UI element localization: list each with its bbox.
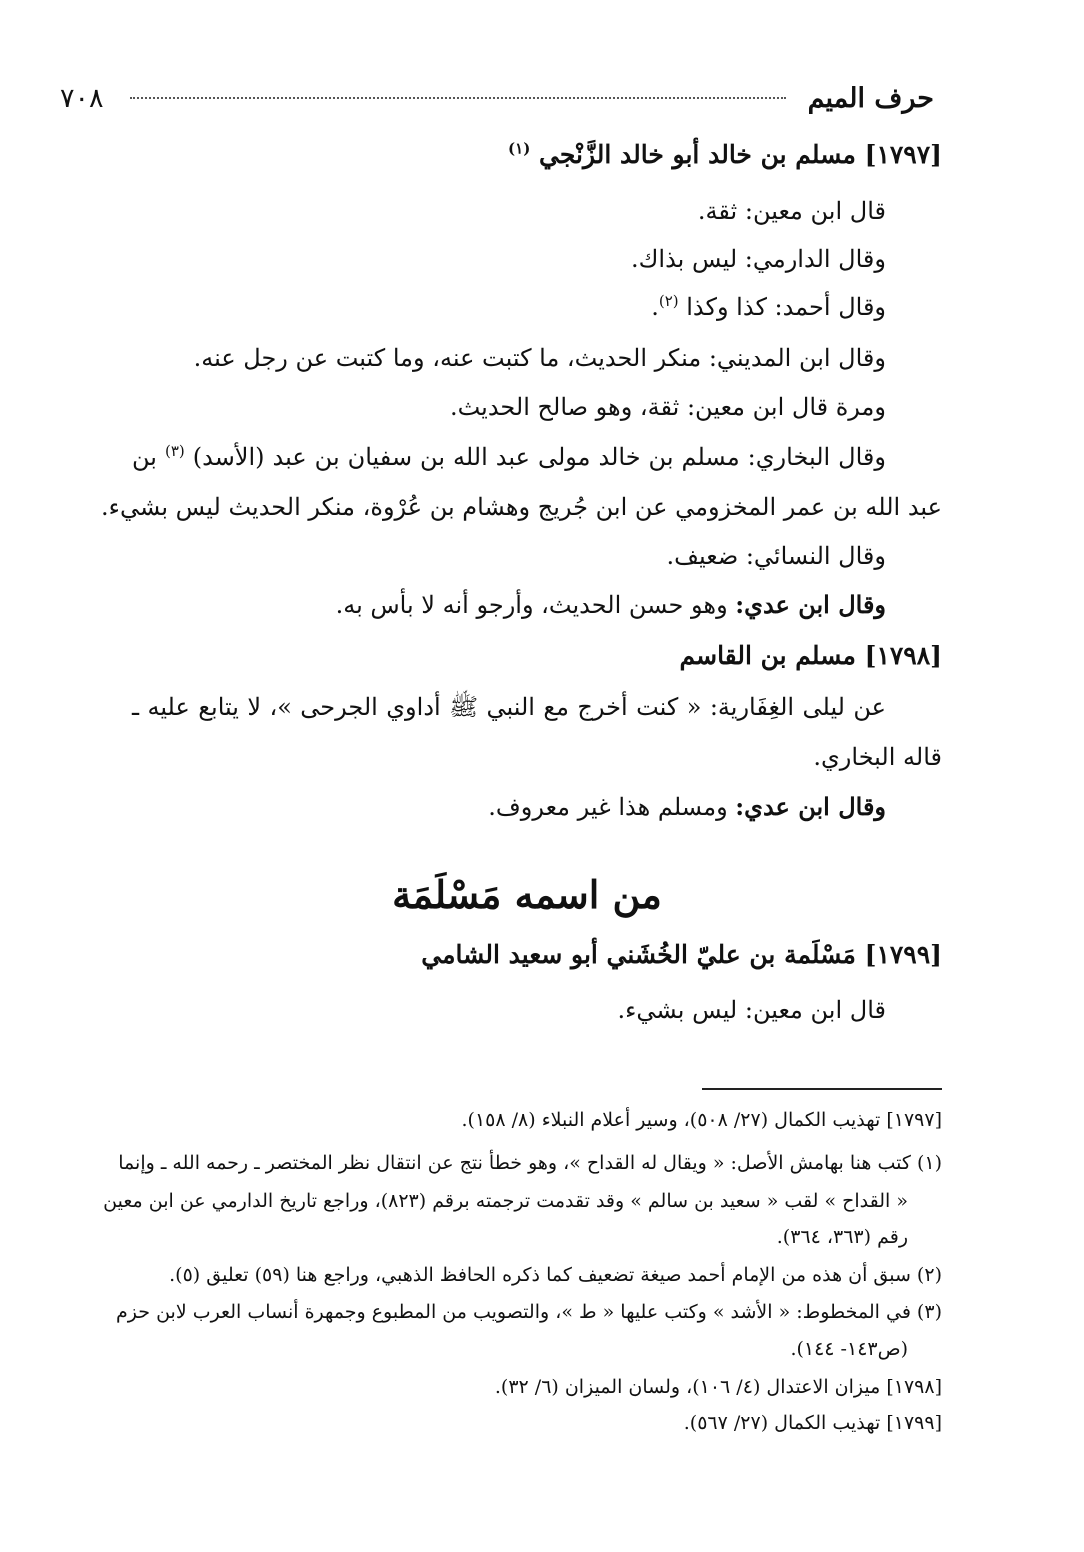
- footnote-3-cont: (ص١٤٣- ١٤٤).: [790, 1338, 908, 1360]
- footnote-separator: [702, 1088, 942, 1090]
- footnote-2: (٢) سبق أن هذه من الإمام أحمد صيغة تضعيف كما ذكره الحافظ الذهبي، وراجع هنا (٥٩) تعليق (٥).: [169, 1264, 942, 1286]
- entry-1797-line: ومرة قال ابن معين: ثقة، وهو صالح الحديث.: [449, 393, 886, 421]
- entry-1799-line: قال ابن معين: ليس بشيء.: [617, 996, 886, 1024]
- entry-1797-line: وقال ابن المديني: منكر الحديث، ما كتبت عنه، وما كتبت عن رجل عنه.: [193, 344, 886, 372]
- section-title: من اسمه مَسْلَمَة: [392, 872, 662, 917]
- ibn-adi-label: وقال ابن عدي:: [735, 590, 886, 619]
- header-dotted-rule: [130, 97, 786, 99]
- footnote-source-1797: [١٧٩٧] تهذيب الكمال (٢٧/ ٥٠٨)، وسير أعلام النبلاء (٨/ ١٥٨).: [461, 1109, 942, 1131]
- footnote-1-cont: رقم (٣٦٣، ٣٦٤).: [776, 1226, 908, 1248]
- ibn-adi-label: وقال ابن عدي:: [735, 792, 886, 821]
- entry-1797-line: وقال النسائي: ضعيف.: [666, 542, 886, 570]
- entry-1798-heading: [١٧٩٨] مسلم بن القاسم: [679, 641, 942, 670]
- entry-1797-line: قال ابن معين: ثقة.: [697, 197, 886, 225]
- footnote-3: (٣) في المخطوط: « الأشد » وكتب عليها « ط »، والتصويب من المطبوع وجمهرة أنساب العرب لابن حزم: [116, 1301, 942, 1323]
- footnote-ref-1[interactable]: (١): [508, 139, 531, 158]
- footnote-ref-2[interactable]: (٢): [658, 292, 679, 310]
- entry-1799-heading: [١٧٩٩] مَسْلَمة بن عليّ الخُشَني أبو سعيد الشامي: [421, 940, 942, 969]
- footnote-source-1798: [١٧٩٨] ميزان الاعتدال (٤/ ١٠٦)، ولسان الميزان (٦/ ٣٢).: [494, 1376, 942, 1398]
- footnote-source-1799: [١٧٩٩] تهذيب الكمال (٢٧/ ٥٦٧).: [683, 1412, 942, 1434]
- footnote-1: (١) كتب هنا بهامش الأصل: « ويقال له القداح »، وهو خطأ نتج عن انتقال نظر المختصر ـ رحمه الله ـ وإنما: [118, 1152, 942, 1174]
- entry-1797-heading: [١٧٩٧] مسلم بن خالد أبو خالد الزَّنْجي $^{(١)}$: [508, 139, 942, 169]
- entry-1797-line: وقال الدارمي: ليس بذاك.: [631, 245, 886, 273]
- running-header: [60, 78, 934, 118]
- page-number: ٧٠٨: [60, 82, 104, 114]
- running-title: حرف الميم: [807, 82, 934, 114]
- entry-1798-line: عن ليلى الغِفَارية: « كنت أخرج مع النبي ﷺ أداوي الجرحى »، لا يتابع عليه ـ: [132, 693, 886, 721]
- entry-1797-line: عبد الله بن عمر المخزومي عن ابن جُريج وهشام بن عُرْوة، منكر الحديث ليس بشيء.: [101, 493, 942, 521]
- entry-1798-line: وقال ابن عدي: ومسلم هذا غير معروف.: [488, 792, 886, 821]
- entry-1798-line: قاله البخاري.: [813, 743, 942, 771]
- footnote-1-cont: « القداح » لقب « سعيد بن سالم » وقد تقدمت ترجمته برقم (٨٢٣)، وراجع تاريخ الدارمي عن ابن معين: [103, 1190, 908, 1212]
- footnote-ref-3[interactable]: (٣): [164, 442, 185, 460]
- entry-1797-line: وقال البخاري: مسلم بن خالد مولى عبد الله بن سفيان بن عبد (الأسد) $^{(٣)}$ بن: [132, 442, 886, 471]
- entry-1797-line: وقال أحمد: كذا وكذا $^{(٢)}$.: [651, 292, 886, 321]
- entry-1797-line: وقال ابن عدي: وهو حسن الحديث، وأرجو أنه لا بأس به.: [335, 590, 886, 619]
